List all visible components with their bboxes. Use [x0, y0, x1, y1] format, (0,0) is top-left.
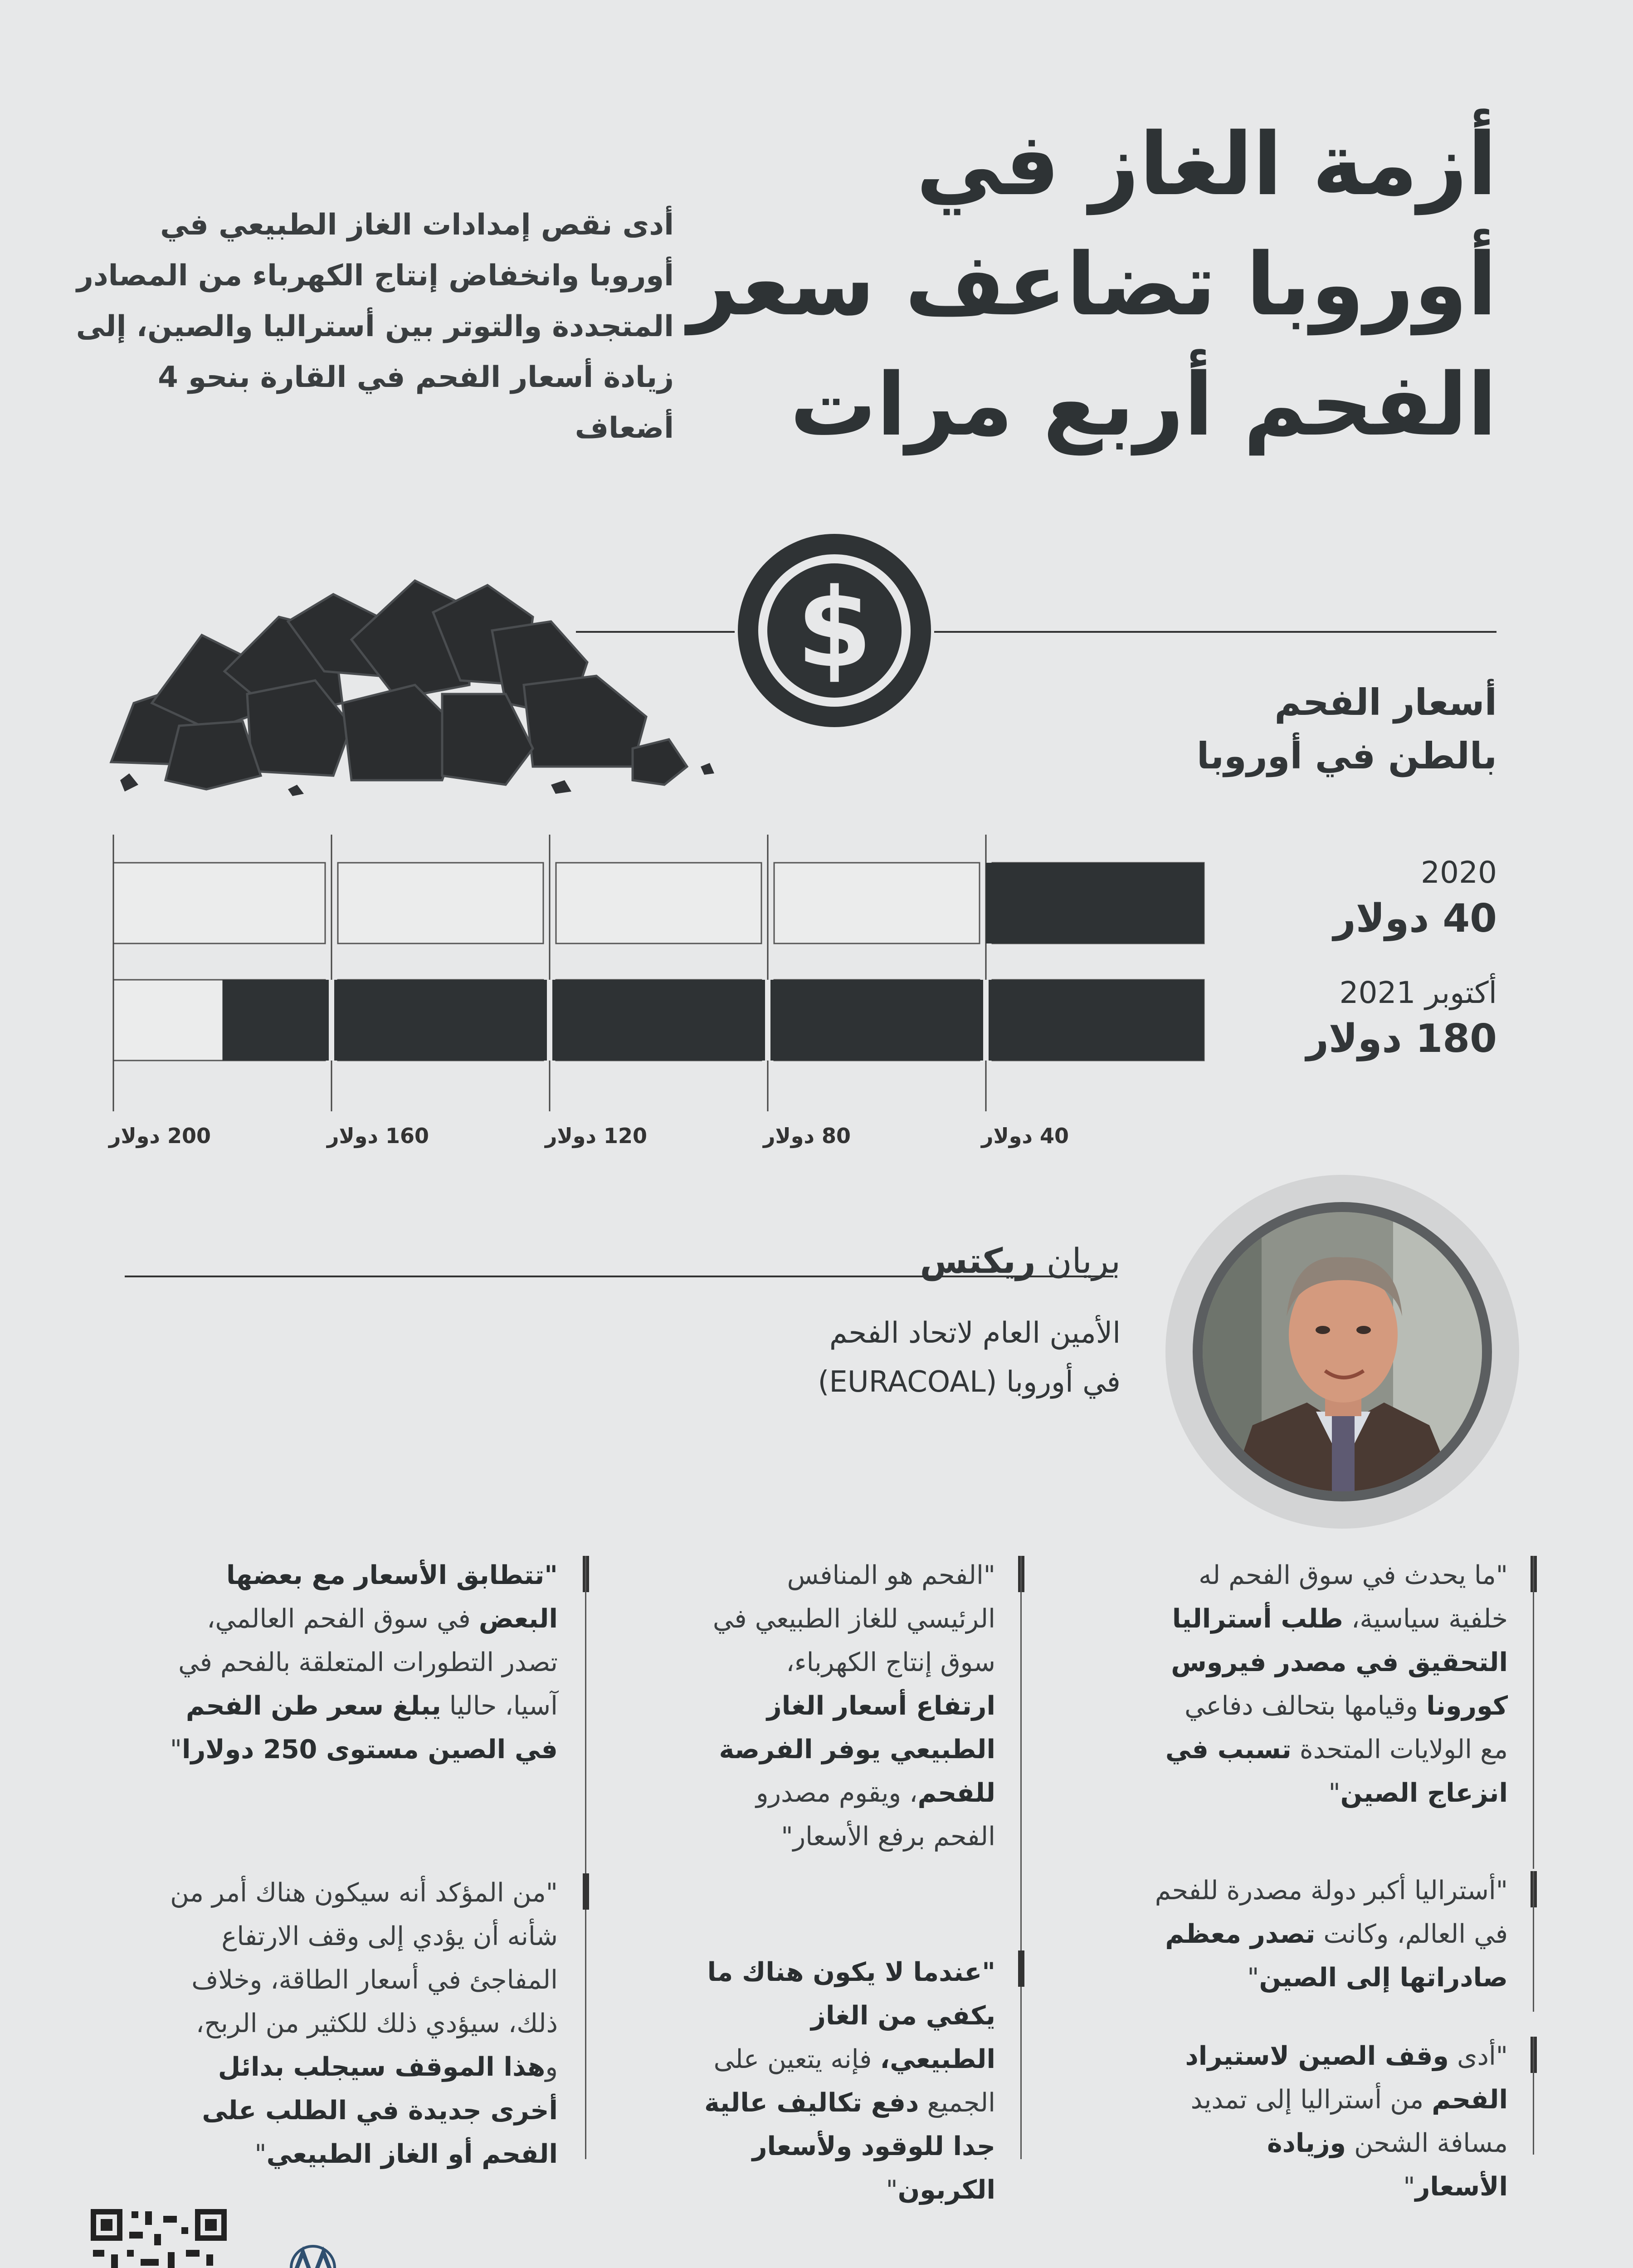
value-label-oct-2021: 180 دولار: [1306, 1016, 1497, 1061]
tick-label: 40 دولار: [981, 1124, 1069, 1148]
quote-column-line: [585, 1556, 586, 2159]
quote-7-text-a: "من المؤكد أنه سيكون هناك أمر من شأنه أن يؤدي إلى وقف الارتفاع المفاجئ في أسعار الطاقة، وخلاف ذلك، سيؤدي ذلك للكثير من الربح، و: [170, 1878, 558, 2082]
quote-column-line: [1533, 1871, 1534, 2012]
quote-2: [701, 1554, 995, 1858]
quote-7-text-b: ": [254, 2139, 267, 2169]
title-line-3: الفحم أربع مرات: [790, 355, 1497, 455]
quote-2-text-a: "الفحم هو المنافس الرئيسي للغاز الطبيعي في سوق إنتاج الكهرباء،: [712, 1560, 995, 1677]
title-line-1: أزمة الغاز في: [916, 114, 1497, 215]
dollar-sign: $: [796, 565, 873, 692]
quote-4-text-b: ": [1247, 1963, 1259, 1993]
page-title: [635, 104, 1497, 465]
quote-3-text-a: في سوق الفحم العالمي، تصدر التطورات المتعلقة بالفحم في آسيا، حاليا: [178, 1604, 558, 1721]
quote-2-text-b: ، ويقوم مصدرو الفحم برفع الأسعار": [756, 1778, 995, 1852]
bar-segment-outline: [774, 863, 980, 943]
quote-3-bold-b: يبلغ سعر طن الفحم في الصين مستوى 250 دولارا: [181, 1691, 558, 1765]
bar-gap: [329, 980, 334, 1061]
quote-3-text-b: ": [170, 1735, 182, 1765]
quote-5-text-a: "أدى: [1448, 2041, 1508, 2071]
value-label-2020: 40 دولار: [1333, 896, 1497, 941]
person-role-line-1: الأمين العام لاتحاد الفحم: [829, 1316, 1121, 1350]
portrait-photo: [1203, 1212, 1482, 1491]
quote-4-text-a: "أستراليا أكبر دولة مصدرة للفحم في العالم، وكانت: [1155, 1876, 1508, 1949]
anadolu-agency-logo: [281, 2243, 345, 2268]
quote-7: [145, 1871, 558, 2176]
quote-1-text-a: "ما يحدث في سوق الفحم له خلفية سياسية،: [1199, 1560, 1508, 1634]
quote-2-bold-a: ارتفاع أسعار الغاز الطبيعي يوفر الفرصة للفحم: [719, 1691, 995, 1808]
quote-1: [1154, 1554, 1508, 1815]
quote-marker: [583, 1873, 589, 1910]
coal-pile-icon: [97, 567, 732, 803]
intro-paragraph: أدى نقص إمدادات الغاز الطبيعي في أوروبا وانخفاض إنتاج الكهرباء من المصادر المتجددة والتوتر بين أستراليا والصين، إلى زيادة أسعار الفحم في القارة بنحو 4 أضعاف: [76, 208, 674, 445]
quote-1-bold-a: طلب أستراليا التحقيق في مصدر فيروس كورونا: [1171, 1604, 1508, 1721]
quote-6-bold-a: "عندما لا يكون هناك ما يكفي من الغاز الطبيعي،: [707, 1957, 995, 2074]
quote-1-bold-b: تسبب في انزعاج الصين: [1165, 1735, 1508, 1808]
chart-title: أسعار الفحم بالطن في أوروبا: [1196, 681, 1497, 777]
quote-5-bold-b: وزيادة الأسعار: [1267, 2128, 1508, 2202]
dollar-icon: [738, 534, 931, 727]
category-label-2020: 2020: [1421, 855, 1497, 890]
bar-gap: [547, 980, 552, 1061]
avatar: [1165, 1175, 1519, 1529]
quote-5-bold-a: وقف الصين لاستيراد الفحم: [1185, 2041, 1508, 2115]
bar-gap: [983, 980, 989, 1061]
quote-1-text-c: ": [1328, 1778, 1341, 1808]
category-label-oct-2021: أكتوبر 2021: [1339, 975, 1497, 1010]
person-first-name: بريان: [1046, 1241, 1121, 1281]
quote-4-bold-a: تصدر معظم صادراتها إلى الصين: [1165, 1919, 1508, 1993]
quote-4: [1154, 1869, 1508, 1999]
tick-label: 80 دولار: [763, 1124, 851, 1148]
quote-5: [1154, 2034, 1508, 2209]
quote-column-line: [1533, 1556, 1534, 1869]
quote-5-text-c: ": [1403, 2172, 1415, 2202]
quote-column-line: [1020, 1556, 1022, 2159]
quote-6-text-b: ": [886, 2175, 898, 2205]
person-name: [531, 1241, 1121, 1281]
quote-6: [701, 1950, 995, 2212]
tick-label: 160 دولار: [327, 1124, 429, 1148]
person-role: [531, 1309, 1121, 1407]
title-line-2: أوروبا تضاعف سعر: [688, 235, 1497, 335]
quote-3-bold-a: "تتطابق الأسعار مع بعضها البعض: [226, 1560, 558, 1634]
quote-column-line: [1533, 2037, 1534, 2155]
tick-label: 120 دولار: [545, 1124, 647, 1148]
person-last-name: ريكتس: [920, 1241, 1036, 1281]
person-role-line-2: في أوروبا (EURACOAL): [818, 1365, 1121, 1399]
qr-code-icon: [91, 2209, 227, 2268]
bar-segment-outline: [338, 863, 543, 943]
bar-segment-outline: [113, 863, 325, 943]
bar-2020: [986, 863, 1204, 943]
bar-oct-2021: [223, 980, 1204, 1061]
divider-line: [576, 631, 1497, 633]
tick-label: 200 دولار: [109, 1124, 211, 1148]
quote-6-bold-b: دفع تكاليف عالية جدا للوقود ولأسعار الكربون: [704, 2088, 995, 2205]
quote-5-text-b: من أستراليا إلى تمديد مسافة الشحن: [1190, 2085, 1508, 2158]
quote-1-text-b: وقيامها بتحالف دفاعي مع الولايات المتحدة: [1185, 1691, 1508, 1765]
quote-7-bold-a: هذا الموقف سيجلب بدائل أخرى جديدة في الطلب على الفحم أو الغاز الطبيعي: [202, 2052, 558, 2169]
bar-gap: [765, 980, 770, 1061]
quote-6-text-a: فإنه يتعين على الجميع: [713, 2044, 995, 2118]
quote-marker: [1018, 1950, 1024, 1987]
bar-segment-outline: [556, 863, 761, 943]
quote-3: [145, 1554, 558, 1771]
